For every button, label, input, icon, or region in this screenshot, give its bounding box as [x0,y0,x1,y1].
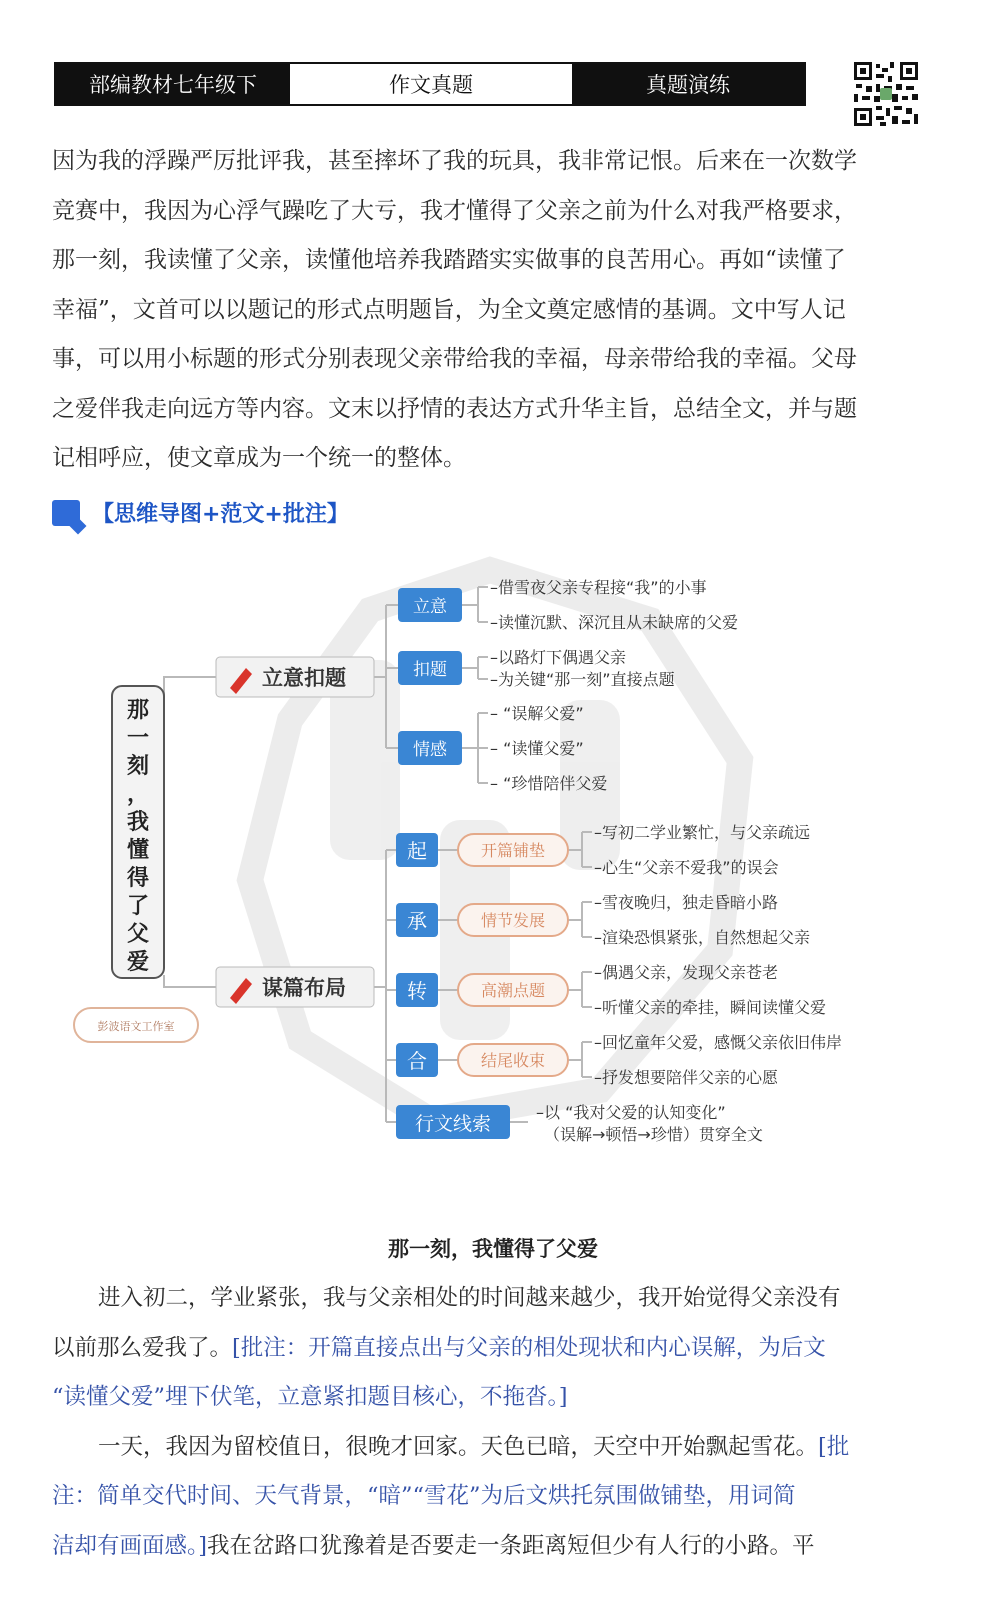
essay-body [52,1274,932,1571]
sub-node-label: 承 [407,909,427,933]
root-char: 我 [126,810,150,835]
root-char: 父 [126,922,150,947]
clue-label: 行文线索 [414,1113,492,1135]
sub-node-label: 扣题 [413,660,447,680]
leaf-text: –以 “我对父爱的认知变化” [536,1103,726,1122]
leaf-text: –雪夜晚归，独走昏暗小路 [594,893,779,912]
essay-line: 进入初二，学业紧张，我与父亲相处的时间越来越少，我开始觉得父亲没有 [98,1285,841,1311]
essay-text: 我在岔路口犹豫着是否要走一条距离短但少有人行的小路。平 [207,1532,815,1559]
intro-line: 那一刻，我读懂了父亲，读懂他培养我踏踏实实做事的良苦用心。再如“读懂了 [52,247,846,273]
root-char: 刻 [126,754,150,779]
sub-node-label: 转 [407,979,427,1003]
essay-text: 一天，我因为留校值日，很晚才回家。天色已暗，天空中开始飘起雪花。 [98,1433,819,1460]
structure-nodes [396,833,438,1077]
leaf-text: （误解→顿悟→珍惜）贯穿全文 [544,1125,763,1144]
annotation: [批 [818,1433,850,1460]
leaf-text: –抒发想要陪伴父亲的心愿 [594,1068,779,1087]
header-grade: 部编教材七年级下 [56,64,290,104]
stage-label: 高潮点题 [480,981,546,1000]
leaf-text: –为关键“那一刻”直接点题 [490,670,675,689]
intro-line: 幸福”，文首可以以题记的形式点明题旨，为全文奠定感情的基调。文中写人记 [52,296,846,323]
root-char: 懂 [126,838,150,863]
essay-line [52,1324,932,1374]
intro-line: 事，可以用小标题的形式分别表现父亲带给我的幸福，母亲带给我的幸福。父母 [52,346,857,372]
sub-node-label: 立意 [413,597,447,617]
leaf-text: – “误解父爱” [490,704,584,723]
branch-label: 立意扣题 [262,666,346,690]
essay-title: 那一刻，我懂得了父爱 [388,1237,598,1261]
intro-line: 竞赛中，我因为心浮气躁吃了大亏，我才懂得了父亲之前为什么对我严格要求， [52,197,857,224]
stage-label: 结尾收束 [480,1051,546,1070]
stage-label: 开篇铺垫 [480,841,546,860]
annotation: “读懂父爱”埋下伏笔，立意紧扣题目核心，不拖沓。] [52,1384,568,1410]
section-title: 【思维导图+范文+批注】 [92,502,349,527]
essay-text: 以前那么爱我了。 [52,1334,233,1361]
leaf-text: –偶遇父亲，发现父亲苍老 [594,963,779,982]
branch-label: 谋篇布局 [262,976,346,1000]
root-char: 爱 [126,950,150,975]
sub-node-label: 合 [407,1049,427,1073]
header-practice: 真题演练 [572,64,804,104]
leaf-text: – “读懂父爱” [490,739,584,758]
sub-node-label: 情感 [413,740,447,760]
leaf-text: –以路灯下偶遇父亲 [490,648,627,667]
intro-line: 之爱伴我走向远方等内容。文末以抒情的表达方式升华主旨，总结全文，并与题 [52,395,857,422]
studio-label: 彭波语文工作室 [97,1020,175,1033]
annotation: 洁却有画面感。] [52,1532,208,1559]
sub-node-label: 起 [407,839,427,863]
leaf-text: – “珍惜陪伴父爱 [490,774,608,793]
root-char: 一 [126,726,150,751]
essay-line [52,1522,932,1572]
leaf-text: –借雪夜父亲专程接“我”的小事 [490,578,707,597]
leaf-text: –听懂父亲的牵挂，瞬间读懂父爱 [594,998,827,1017]
root-char: 那 [126,698,150,723]
root-char: 了 [126,894,150,919]
leaf-text: –渲染恐惧紧张，自然想起父亲 [594,928,811,947]
leaf-text: –回忆童年父爱，感慨父亲依旧伟岸 [594,1033,843,1052]
leaf-text: –读懂沉默、深沉且从未缺席的父爱 [490,613,739,632]
intro-line: 因为我的浮躁严厉批评我，甚至摔坏了我的玩具，我非常记恨。后来在一次数学 [52,148,857,174]
essay-line [52,1423,932,1473]
header-category: 作文真题 [290,64,572,104]
intro-line: 记相呼应，使文章成为一个统一的整体。 [52,445,466,471]
annotation: 注：简单交代时间、天气背景，“暗”“雪花”为后文烘托氛围做铺垫，用词简 [52,1483,796,1509]
leaf-text: –写初二学业繁忙，与父亲疏远 [594,823,811,842]
stage-label: 情节发展 [480,911,546,930]
root-char: ， [126,782,150,807]
leaf-text: –心生“父亲不爱我”的误会 [594,858,779,877]
root-char: 得 [126,866,150,891]
annotation: [批注：开篇直接点出与父亲的相处现状和内心误解，为后文 [232,1334,826,1361]
